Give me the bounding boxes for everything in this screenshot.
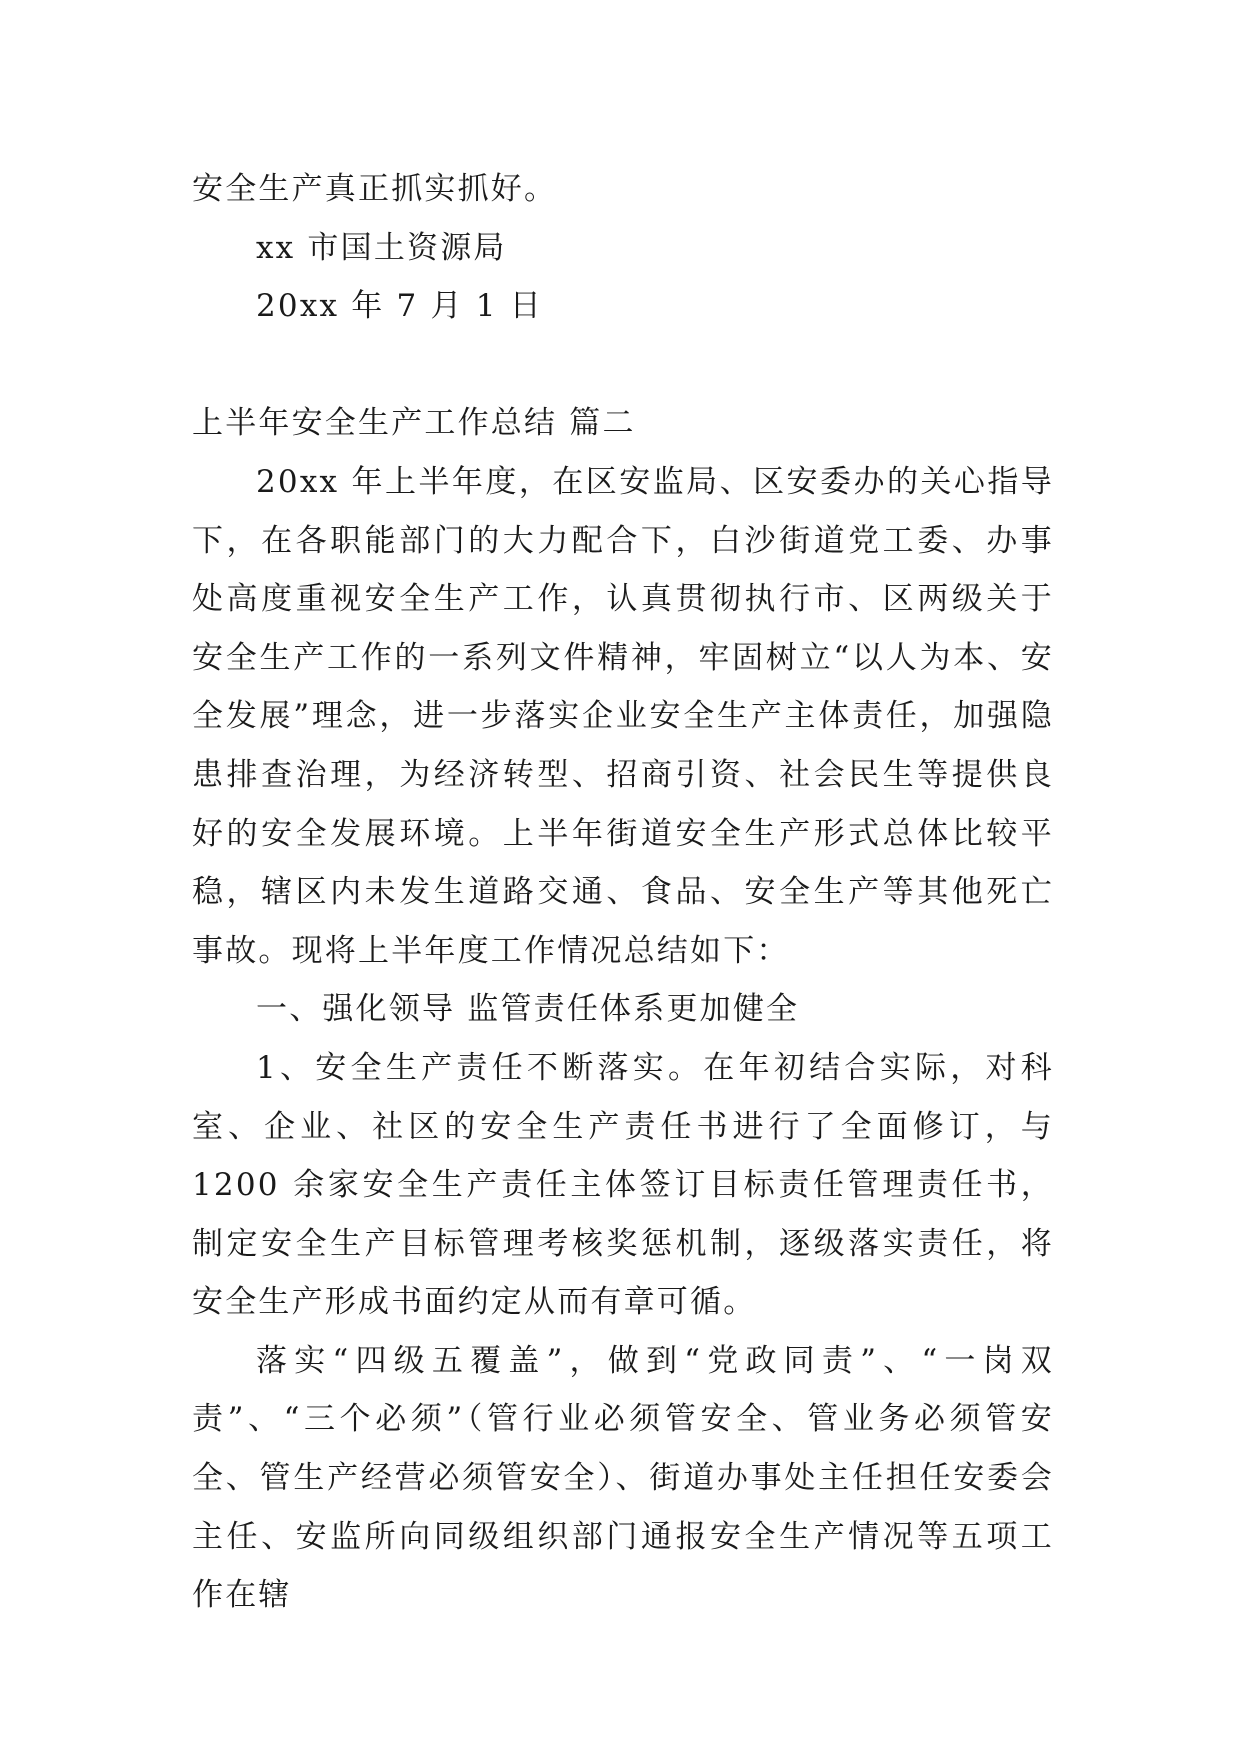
- paragraph-gap: [192, 336, 1054, 395]
- closing-paragraph: 安全生产真正抓实抓好。: [192, 171, 558, 207]
- body-paragraph: 落实“四级五覆盖”，做到“党政同责”、“一岗双责”、“三个必须”（管行业必须管安全、管业务必须管安全、管生产经营必须管安全）、街道办事处主任担任安委会主任、安监所向同级组织部门通报安全生产情况等五项工作在辖: [192, 1342, 1054, 1614]
- signature-organization: xx 市国土资源局: [256, 229, 507, 266]
- intro-paragraph: 20xx 年上半年度，在区安监局、区安委办的关心指导下，在各职能部门的大力配合下，白沙街道党工委、办事处高度重视安全生产工作，认真贯彻执行市、区两级关于安全生产工作的一系列文件精神，牢固树立“以人为本、安全发展”理念，进一步落实企业安全生产主体责任，加强隐患排查治理，为经济转型、招商引资、社会民生等提供良好的安全发展环境。上半年街道安全生产形式总体比较平稳，辖区内未发生道路交通、食品、安全生产等其他死亡事故。现将上半年度工作情况总结如下：: [192, 463, 1054, 969]
- section-heading: 一、强化领导 监管责任体系更加健全: [256, 991, 800, 1028]
- document-body: [192, 160, 1054, 1625]
- body-paragraph: 1、安全生产责任不断落实。在年初结合实际，对科室、企业、社区的安全生产责任书进行了全面修订，与 1200 余家安全生产责任主体签订目标责任管理责任书，制定安全生产目标管理考核奖惩机制，逐级落实责任，将安全生产形成书面约定从而有章可循。: [192, 1049, 1054, 1321]
- document-title: 上半年安全生产工作总结 篇二: [192, 405, 636, 442]
- signature-date: 20xx 年 7 月 1 日: [256, 288, 543, 325]
